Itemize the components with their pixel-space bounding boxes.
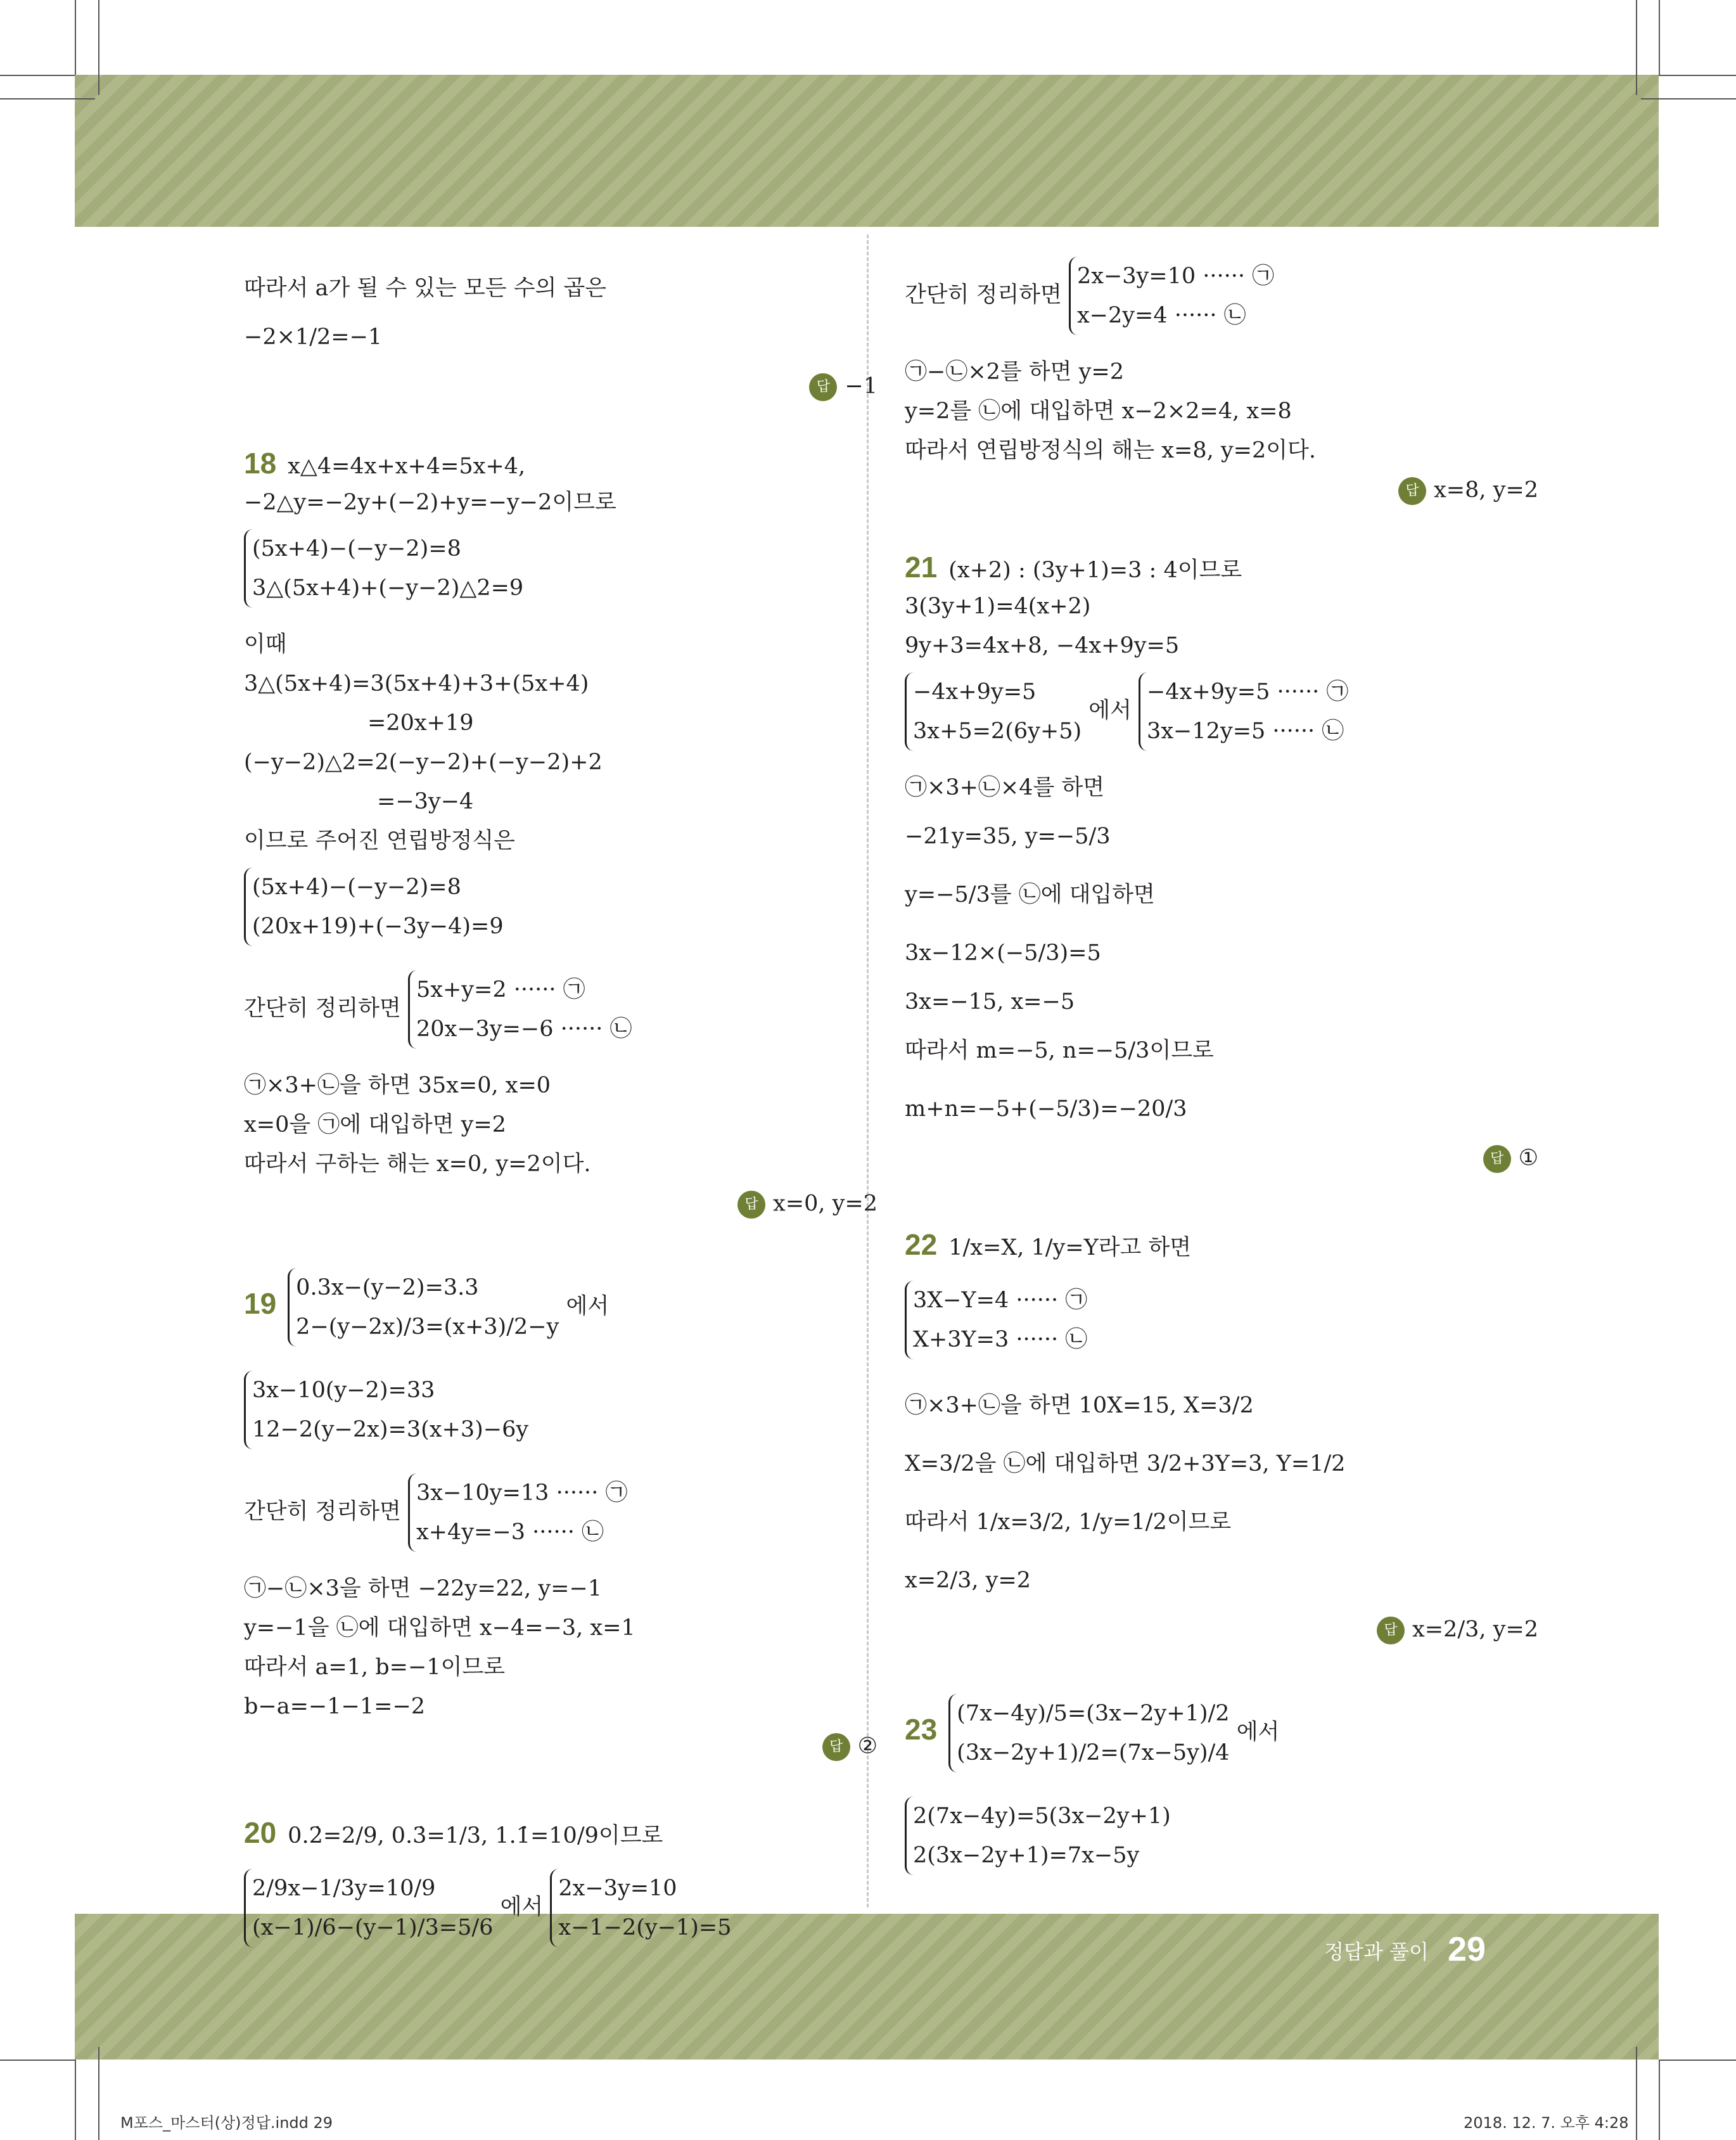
math-line: 3△(5x+4)=3(5x+4)+3+(5x+4) [244,671,589,696]
answer-line: 답 ② [244,1733,878,1761]
crop-mark [1636,0,1637,95]
math-line: 3x=−15, x=−5 [905,989,1075,1015]
crop-mark [75,2060,76,2140]
math-line: m+n=−5+(−5/3)=−20/3 [905,1096,1187,1122]
equation-system: −4x+9y=5 3x+5=2(6y+5) 에서 −4x+9y=5 ······ ㉠ 3x−12y=5 ······ ㉡ [905,672,1538,761]
crop-mark [0,98,95,99]
answer-badge: 답 [809,373,837,401]
math-line: =20x+19 [367,710,474,736]
math-line: ㉠×3+㉡을 하면 10X=15, X=3/2 [905,1393,1254,1418]
answer-line: 답 x=8, y=2 [905,477,1538,505]
problem-header: 19 0.3x−(y−2)=3.3 2−(y−2x)/3=(x+3)/2−y 에서 [244,1268,878,1357]
file-slug: M포스_마스터(상)정답.indd 29 [120,2114,333,2132]
answer-badge: 답 [1483,1145,1511,1173]
math-line: (−y−2)△2=2(−y−2)+(−y−2)+2 [244,750,603,775]
problem-header: 18 x△4=4x+x+4=5x+4, [244,447,526,480]
text-line: 따라서 연립방정식의 해는 x=8, y=2이다. [905,438,1316,463]
text-line: 따라서 a=1, b=−1이므로 [244,1655,506,1680]
problem-header: 21 (x+2) : (3y+1)=3 : 4이므로 [905,551,1242,584]
date-slug: 2018. 12. 7. 오후 4:28 [1464,2114,1629,2132]
crop-mark [0,75,75,76]
problem-number: 23 [905,1712,938,1746]
answer-badge: 답 [737,1191,765,1219]
math-line: 9y+3=4x+8, −4x+9y=5 [905,633,1180,658]
crop-mark [1641,98,1736,99]
answer-badge: 답 [822,1733,850,1761]
equation-system: 간단히 정리하면 2x−3y=10 ······ ㉠ x−2y=4 ······ ㉡ [905,257,1538,345]
section-label: 정답과 풀이 [1324,1940,1429,1964]
math-line: x=0을 ㉠에 대입하면 y=2 [244,1112,506,1137]
math-line: −2△y=−2y+(−2)+y=−y−2이므로 [244,490,616,515]
math-line: ㉠−㉡×2를 하면 y=2 [905,359,1124,385]
crop-mark [98,2047,99,2140]
equation-system: 3x−10(y−2)=33 12−2(y−2x)=3(x+3)−6y [244,1371,878,1459]
text-line: 이때 [244,632,287,657]
math-line: ㉠×3+㉡×4를 하면 [905,775,1105,800]
right-column [905,257,1538,1899]
problem-header: 22 1/x=X, 1/y=Y라고 하면 [905,1228,1192,1261]
math-line: y=−5/3를 ㉡에 대입하면 [905,882,1155,907]
math-line: 따라서 1/x=3/2, 1/y=1/2이므로 [905,1509,1232,1535]
problem-number: 22 [905,1228,938,1261]
crop-mark [0,2060,75,2061]
crop-mark [1659,75,1736,76]
equation-system: 간단히 정리하면 3x−10y=13 ······ ㉠ x+4y=−3 ······ ㉡ [244,1473,878,1562]
math-line: 3(3y+1)=4(x+2) [905,594,1091,619]
math-line: ㉠−㉡×3을 하면 −22y=22, y=−1 [244,1576,603,1601]
math-line: ㉠×3+㉡을 하면 35x=0, x=0 [244,1073,551,1098]
equation-system: (5x+4)−(−y−2)=8 3△(5x+4)+(−y−2)△2=9 [244,529,878,618]
problem-number: 19 [244,1286,277,1320]
problem-number: 20 [244,1816,277,1849]
page-number: 29 [1448,1930,1486,1968]
math-line: 따라서 m=−5, n=−5/3이므로 [905,1038,1214,1063]
problem-number: 18 [244,447,277,480]
equation-system: 3X−Y=4 ······ ㉠ X+3Y=3 ······ ㉡ [905,1281,1538,1369]
equation-system: 간단히 정리하면 5x+y=2 ······ ㉠ 20x−3y=−6 ······ ㉡ [244,970,878,1059]
problem-header: 23 (7x−4y)/5=(3x−2y+1)/2 (3x−2y+1)/2=(7x−5y)/4 에서 [905,1694,1538,1783]
answer-line: 답 ① [905,1145,1538,1173]
crop-mark [1636,2047,1637,2140]
problem-header: 20 0.2̇=2/9, 0.3̇=1/3, 1.1̇=10/9이므로 [244,1816,663,1849]
math-line: b−a=−1−1=−2 [244,1694,426,1719]
problem-number: 21 [905,551,938,584]
answer-line: 답 x=0, y=2 [244,1191,878,1219]
crop-mark [98,0,99,95]
text-line: 따라서 a가 될 수 있는 모든 수의 곱은 [244,276,607,301]
math-line: 3x−12×(−5/3)=5 [905,940,1101,966]
left-column [244,276,878,1971]
crop-mark [75,0,76,75]
equation-system: (5x+4)−(−y−2)=8 (20x+19)+(−3y−4)=9 [244,868,878,956]
math-line: =−3y−4 [377,789,474,814]
text-line: 이므로 주어진 연립방정식은 [244,828,515,854]
top-decorative-band [75,75,1659,227]
text-line: 따라서 구하는 해는 x=0, y=2이다. [244,1151,591,1177]
answer-badge: 답 [1377,1617,1405,1644]
answer-line: 답 −1 [244,373,878,401]
math-line: y=−1을 ㉡에 대입하면 x−4=−3, x=1 [244,1615,635,1641]
answer-badge: 답 [1398,477,1426,505]
crop-mark [1659,2060,1660,2140]
answer-line: 답 x=2/3, y=2 [905,1617,1538,1644]
crop-mark [1659,2060,1736,2061]
math-line: x=2/3, y=2 [905,1568,1031,1593]
math-line: y=2를 ㉡에 대입하면 x−2×2=4, x=8 [905,399,1292,424]
equation-system: 2/9x−1/3y=10/9 (x−1)/6−(y−1)/3=5/6 에서 2x−3y=10 x−1−2(y−1)=5 [244,1869,878,1957]
math-line: X=3/2을 ㉡에 대입하면 3/2+3Y=3, Y=1/2 [905,1451,1346,1477]
math-line: −2×1/2=−1 [244,324,383,350]
crop-mark [1659,0,1660,75]
math-line: −21y=35, y=−5/3 [905,824,1111,849]
equation-system: 2(7x−4y)=5(3x−2y+1) 2(3x−2y+1)=7x−5y [905,1797,1538,1885]
